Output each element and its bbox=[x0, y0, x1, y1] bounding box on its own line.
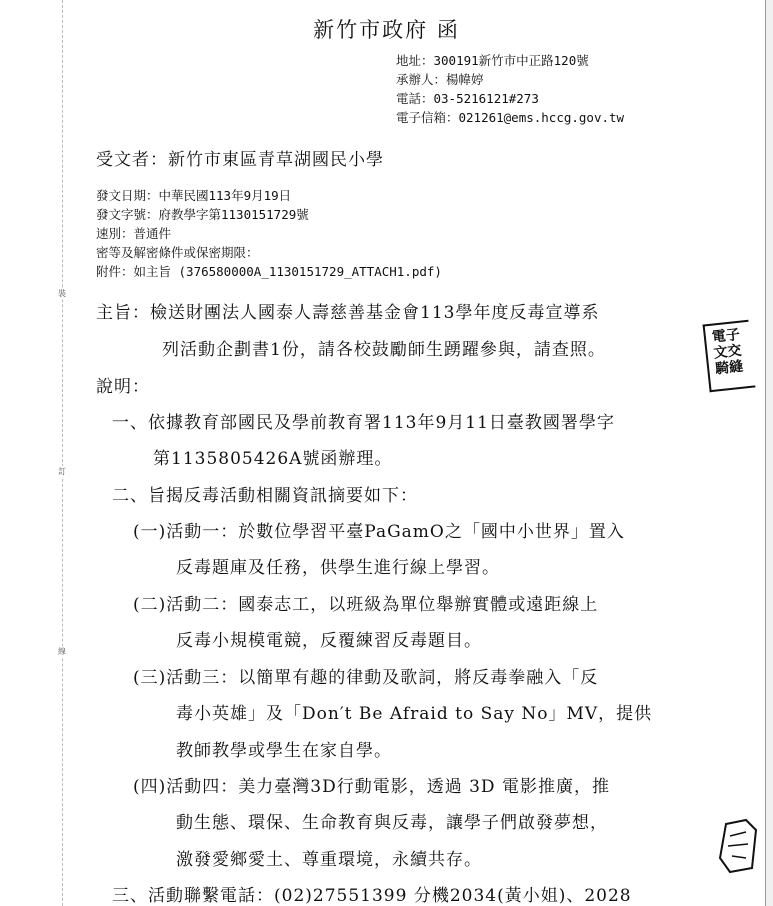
explanation-item-1: 第1135805426A號函辦理。 bbox=[153, 449, 393, 469]
explanation-item-2: 二、旨揭反毒活動相關資訊摘要如下： bbox=[112, 486, 418, 506]
contact-email: 電子信箱：021261@ems.hccg.gov.tw bbox=[396, 110, 625, 125]
seal-fragment-icon bbox=[716, 818, 760, 874]
activity-1: 反毒題庫及任務，供學生進行線上學習。 bbox=[176, 558, 500, 578]
explanation-heading: 說明： bbox=[96, 377, 150, 397]
explanation-item-1: 一、依據教育部國民及學前教育署113年9月11日臺教國署學字 bbox=[112, 413, 615, 433]
activity-3: 毒小英雄」及「Don′t Be Afraid to Say No」MV，提供 bbox=[176, 704, 653, 724]
activity-2: (二)活動二：國泰志工，以班級為單位舉辦實體或遠距線上 bbox=[133, 595, 599, 615]
activity-1: (一)活動一：於數位學習平臺PaGamO之「國中小世界」置入 bbox=[133, 522, 625, 542]
binding-line bbox=[62, 0, 63, 906]
issue-date: 發文日期：中華民國113年9月19日 bbox=[96, 188, 292, 203]
speed-class: 速別：普通件 bbox=[96, 226, 172, 241]
attachment: 附件：如主旨 (376580000A_1130151729_ATTACH1.pdf) bbox=[96, 264, 442, 279]
subject-line: 列活動企劃書1份，請各校鼓勵師生踴躍參與，請查照。 bbox=[162, 340, 606, 360]
activity-3: (三)活動三：以簡單有趣的律動及歌詞，將反毒拳融入「反 bbox=[133, 668, 599, 688]
activity-4: (四)活動四：美力臺灣3D行動電影，透過 3D 電影推廣，推 bbox=[133, 777, 610, 797]
explanation-item-3: 三、活動聯繫電話：(02)27551399 分機2034(黃小姐)、2028 bbox=[112, 886, 632, 906]
contact-address: 地址：300191新竹市中正路120號 bbox=[396, 53, 589, 68]
contact-phone: 電話：03-5216121#273 bbox=[396, 91, 539, 106]
binding-mark: 線 bbox=[58, 647, 66, 656]
activity-4: 激發愛鄉愛土、尊重環境，永續共存。 bbox=[176, 850, 482, 870]
activity-4: 動生態、環保、生命教育與反毒，讓學子們啟發夢想， bbox=[176, 813, 608, 833]
binding-mark: 裝 bbox=[58, 289, 66, 298]
subject-line: 主旨：檢送財團法人國泰人壽慈善基金會113學年度反毒宣導系 bbox=[96, 303, 600, 323]
activity-3: 教師教學或學生在家自學。 bbox=[176, 741, 392, 761]
document-title: 新竹市政府 函 bbox=[313, 18, 460, 42]
recipient: 受文者：新竹市東區青草湖國民小學 bbox=[96, 150, 384, 170]
document-number: 發文字號：府教學字第1130151729號 bbox=[96, 207, 309, 222]
confidentiality: 密等及解密條件或保密期限： bbox=[96, 245, 259, 260]
contact-handler: 承辦人：楊幃婷 bbox=[396, 72, 484, 87]
binding-mark: 訂 bbox=[58, 467, 66, 476]
activity-2: 反毒小規模電競，反覆練習反毒題目。 bbox=[176, 631, 482, 651]
page-edge bbox=[765, 0, 773, 906]
electronic-seal-stamp: 電子 文交 騎縫 bbox=[703, 320, 756, 392]
